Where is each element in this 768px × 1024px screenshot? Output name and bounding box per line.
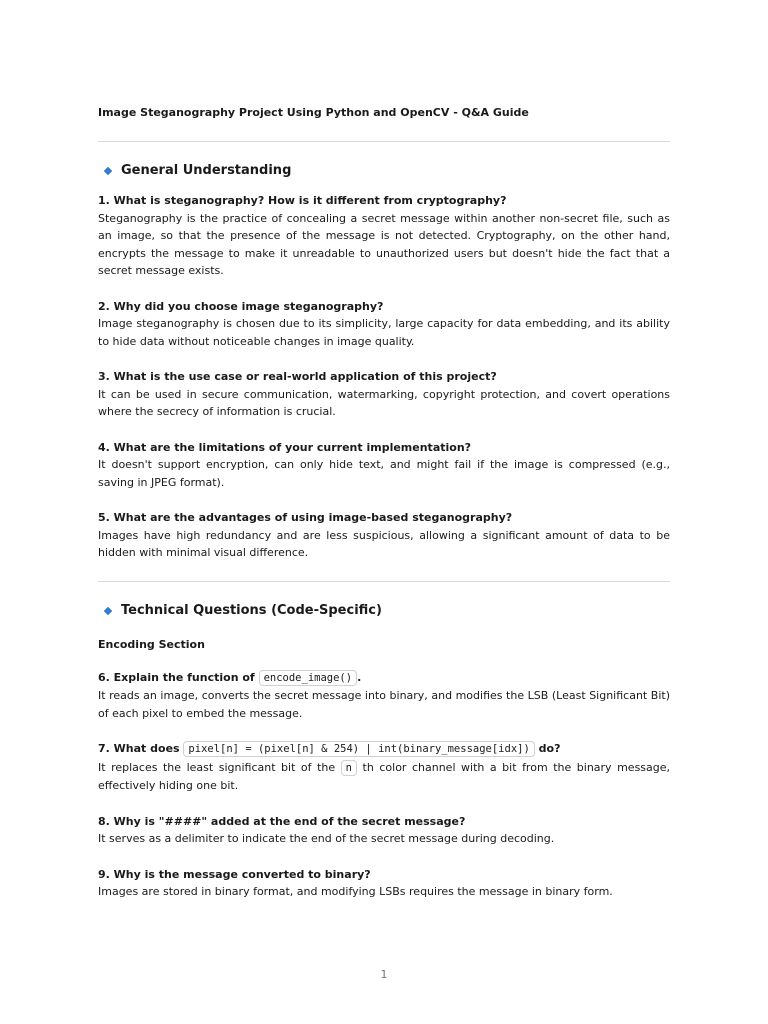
question: 9. Why is the message converted to binary? (98, 867, 371, 881)
answer: Steganography is the practice of concealing a secret message within another non-secret file, such as an image, so that the presence of the message is not detected. Cryptography, on the other hand, encrypts the message to make it unreadable to unauthorized users but doesn't hide the fact that a secret message exists. (98, 211, 670, 277)
qa-item (98, 866, 670, 901)
qa-item (98, 192, 670, 280)
answer: Images are stored in binary format, and modifying LSBs requires the message in binary form. (98, 885, 613, 898)
qa-item (98, 669, 670, 723)
inline-code: pixel[n] = (pixel[n] & 254) | int(binary_message[idx]) (183, 741, 534, 757)
section-heading-label: Technical Questions (Code-Specific) (121, 602, 382, 618)
subsection-heading: Encoding Section (98, 637, 205, 651)
section-heading-label: General Understanding (121, 163, 292, 178)
inline-code: encode_image() (259, 670, 358, 686)
section-heading-general (98, 161, 670, 181)
question: 4. What are the limitations of your current implementation? (98, 440, 472, 454)
qa-item (98, 298, 670, 351)
inline-code: n (341, 760, 357, 776)
qa-item (98, 368, 670, 421)
qa-item (98, 439, 670, 492)
answer-text: It replaces the least significant bit of the (98, 760, 336, 774)
qa-item (98, 813, 670, 848)
question: 1. What is steganography? How is it different from cryptography? (98, 194, 507, 207)
answer: It serves as a delimiter to indicate the end of the secret message during decoding. (98, 832, 555, 845)
answer-text: th color channel with a bit from the binary message, effectively hiding one bit. (98, 760, 671, 792)
question: 3. What is the use case or real-world application of this project? (98, 370, 497, 383)
answer: Image steganography is chosen due to its simplicity, large capacity for data embedding, and its ability to hide data without noticeable changes in image quality. (98, 317, 670, 348)
question-text: do? (538, 742, 561, 755)
qa-item (98, 740, 670, 795)
question: 8. Why is "####" added at the end of the secret message? (98, 814, 466, 828)
question: 5. What are the advantages of using image-based steganography? (98, 511, 513, 524)
document-page (98, 104, 670, 901)
question: 2. Why did you choose image steganography? (98, 299, 384, 313)
page-number: 1 (380, 968, 388, 981)
divider (98, 141, 670, 142)
answer (98, 759, 670, 795)
question-text: 6. Explain the function of (98, 670, 255, 684)
question-text: 7. What does (98, 742, 180, 755)
answer: It reads an image, converts the secret message into binary, and modifies the LSB (Least Significant Bit) of each pixel to embed the message. (98, 689, 670, 720)
question (98, 669, 670, 688)
answer: It doesn't support encryption, can only hide text, and might fail if the image is compressed (e.g., saving in JPEG format). (98, 458, 670, 489)
answer: It can be used in secure communication, watermarking, copyright protection, and covert operations where the secrecy of information is crucial. (98, 387, 670, 418)
divider (98, 581, 670, 582)
qa-item (98, 509, 670, 562)
document-title: Image Steganography Project Using Python and OpenCV - Q&A Guide (98, 106, 529, 119)
section-heading-technical (98, 601, 670, 621)
question (98, 740, 670, 759)
diamond-bullet-icon (104, 606, 112, 614)
question-text: . (357, 670, 362, 684)
diamond-bullet-icon (104, 167, 112, 175)
answer: Images have high redundancy and are less suspicious, allowing a significant amount of data to be hidden with minimal visual difference. (98, 528, 670, 559)
